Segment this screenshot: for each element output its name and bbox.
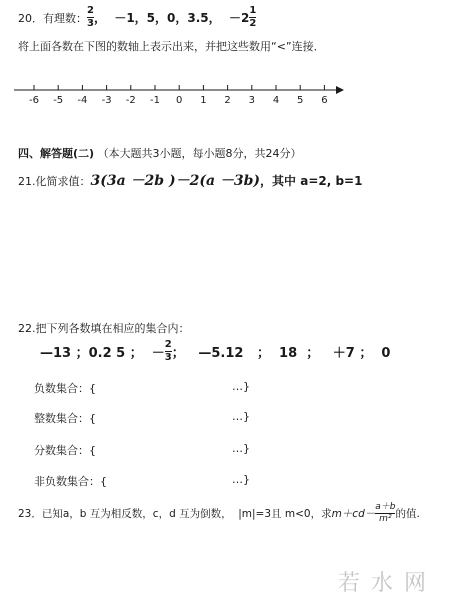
set-fraction-close: …} <box>232 442 250 455</box>
q20-instruction: 将上面各数在下图的数轴上表示出来，并把这些数用“<”连接． <box>18 40 325 53</box>
q23-suffix: 的值. <box>395 508 420 520</box>
q22-frac-num: 2 <box>164 339 172 350</box>
set-fraction <box>34 442 96 458</box>
tick-label: -1 <box>150 95 160 106</box>
section-4-note: （本大题共3小题，每小题8分，共24分） <box>97 147 302 160</box>
tick-label: 2 <box>224 95 231 106</box>
set-integer-close: …} <box>232 410 250 423</box>
section-4-title: 四、解答题(二) <box>18 147 95 160</box>
q21-expression: 3(3a －2b )－2(a －3b) <box>90 173 261 189</box>
set-negative-label: 负数集合：{ <box>34 382 96 395</box>
q22-fraction <box>165 340 172 363</box>
section-4-heading <box>18 145 302 161</box>
q22-items-1: —13 ；0.2 5 ； － <box>40 346 165 361</box>
q23-fraction <box>375 503 395 524</box>
q20-frac-den: 3 <box>87 18 94 29</box>
tick-label: 5 <box>297 95 304 106</box>
number-line-ticks <box>29 85 328 106</box>
q20-prefix: 有理数： <box>43 11 87 25</box>
tick-label: -5 <box>53 95 64 106</box>
q21-prefix: 化简求值： <box>35 175 91 188</box>
q20-mixed-fraction <box>249 6 256 29</box>
tick-label: 6 <box>321 95 328 106</box>
q23-frac-num: a＋b <box>375 502 396 512</box>
tick-label: -4 <box>77 95 88 106</box>
q22-frac-den: 3 <box>164 352 172 363</box>
q22-items-2: ； —5.12 ； 18 ； ＋7 ； 0 <box>171 346 391 361</box>
watermark-logo: 若 水 网 <box>338 571 428 596</box>
tick-label: -6 <box>29 95 39 106</box>
q22-header: 22.把下列各数填在相应的集合内： <box>18 322 190 335</box>
q20-line <box>18 6 256 29</box>
set-negative <box>34 380 96 396</box>
set-integer <box>34 410 96 426</box>
q20-mixed-den: 2 <box>249 18 257 29</box>
tick-label: 1 <box>200 95 207 106</box>
q20-mixed-num: 1 <box>249 5 257 16</box>
q21-line <box>18 170 362 190</box>
set-integer-label: 整数集合：{ <box>34 412 96 425</box>
set-nonnegative-label: 非负数集合：{ <box>34 475 107 488</box>
tick-label: -3 <box>101 95 112 106</box>
tick-label: 3 <box>248 95 255 106</box>
q23-text: 23．已知a，b 互为相反数，c，d 互为倒数， |m|=3且 m<0，求 <box>18 508 332 520</box>
q22-number-list <box>40 340 390 363</box>
tick-label: -2 <box>125 95 136 106</box>
q21-condition: ，其中 a=2, b=1 <box>260 174 363 188</box>
q20-fraction <box>87 6 94 29</box>
q20-frac-num: 2 <box>87 5 94 16</box>
tick-label: 0 <box>176 95 183 106</box>
tick-label: 4 <box>272 95 280 106</box>
set-nonnegative-close: …} <box>232 473 250 486</box>
q23-frac-den: m² <box>379 514 392 524</box>
set-nonnegative <box>34 473 107 489</box>
q23-expr-prefix: m＋cd－ <box>331 508 376 520</box>
number-line-arrow <box>336 86 344 94</box>
number-line <box>0 80 450 110</box>
q21-number: 21. <box>18 175 36 188</box>
q23-line <box>18 503 420 524</box>
q20-values: ， －1，5，0，3.5， －2 <box>93 11 250 25</box>
set-fraction-label: 分数集合：{ <box>34 444 96 457</box>
set-negative-close: …} <box>232 380 250 393</box>
q20-number: 20． <box>18 11 43 25</box>
